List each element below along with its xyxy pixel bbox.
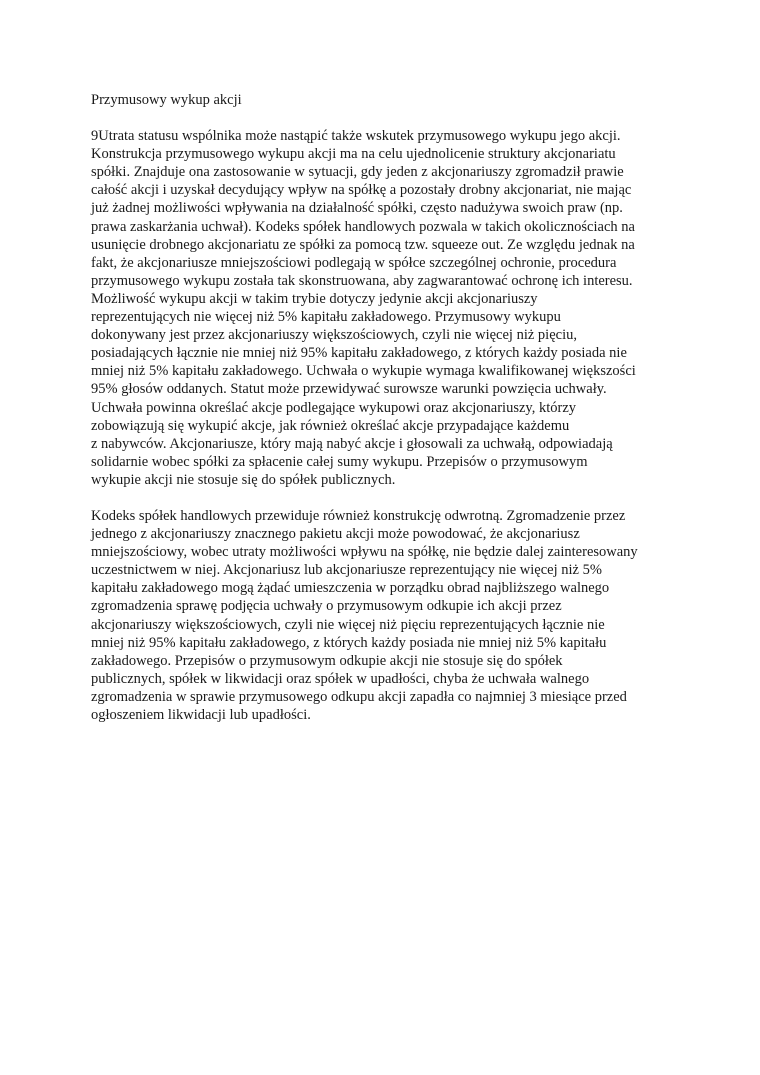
text-line: kapitału zakładowego mogą żądać umieszczenia w porządku obrad najbliższego walnego bbox=[91, 580, 610, 597]
document-title: Przymusowy wykup akcji bbox=[91, 92, 242, 108]
text-line: mniej niż 5% kapitału zakładowego. Uchwała o wykupie wymaga kwalifikowanej większości bbox=[91, 363, 636, 380]
text-line: zakładowego. Przepisów o przymusowym odkupie akcji nie stosuje się do spółek bbox=[91, 652, 563, 669]
text-line: już żadnej możliwości wpływania na działalność spółki, często nadużywa swoich praw (np. bbox=[91, 200, 623, 217]
text-line: mniej niż 95% kapitału zakładowego, z których każdy posiada nie mniej niż 5% kapitału bbox=[91, 634, 607, 651]
text-line: fakt, że akcjonariusze mniejszościowi podlegają w spółce szczególnej ochronie, procedura bbox=[91, 254, 617, 271]
text-line: Możliwość wykupu akcji w takim trybie dotyczy jedynie akcji akcjonariuszy bbox=[91, 290, 538, 307]
paragraph-2 bbox=[91, 507, 671, 724]
text-line: całość akcji i uzyskał decydujący wpływ na spółkę a pozostały drobny akcjonariat, nie mając bbox=[91, 182, 632, 199]
text-line: posiadających łącznie nie mniej niż 95% kapitału zakładowego, z których każdy posiada nie bbox=[91, 345, 627, 362]
text-line: 95% głosów oddanych. Statut może przewidywać surowsze warunki powzięcia uchwały. bbox=[91, 381, 607, 398]
text-line: jednego z akcjonariuszy znacznego pakietu akcji może powodować, że akcjonariusz bbox=[91, 526, 580, 543]
text-line: dokonywany jest przez akcjonariuszy większościowych, czyli nie więcej niż pięciu, bbox=[91, 327, 577, 344]
text-line: 9Utrata statusu wspólnika może nastąpić także wskutek przymusowego wykupu jego akcji. bbox=[91, 128, 621, 145]
document-body bbox=[91, 91, 671, 742]
text-line: wykupie akcji nie stosuje się do spółek publicznych. bbox=[91, 471, 396, 488]
text-line: przymusowego wykupu została tak skonstruowana, aby zagwarantować ochronę ich interesu. bbox=[91, 272, 633, 289]
text-line: Uchwała powinna określać akcje podlegające wykupowi oraz akcjonariuszy, którzy bbox=[91, 399, 577, 416]
text-line: solidarnie wobec spółki za spłacenie całej sumy wykupu. Przepisów o przymusowym bbox=[91, 453, 588, 470]
text-line: zobowiązują się wykupić akcje, jak również określać akcje przypadające każdemu bbox=[91, 417, 570, 434]
text-line: mniejszościowy, wobec utraty możliwości wpływu na spółkę, nie będzie dalej zainteresowany bbox=[91, 544, 638, 561]
text-line: usunięcie drobnego akcjonariatu ze spółki za pomocą tzw. squeeze out. Ze względu jednak na bbox=[91, 236, 635, 253]
text-line: zgromadzenia w sprawie przymusowego odkupu akcji zapadła co najmniej 3 miesiące przed bbox=[91, 688, 627, 705]
text-line: Konstrukcja przymusowego wykupu akcji ma na celu ujednolicenie struktury akcjonariatu bbox=[91, 146, 616, 163]
text-line: akcjonariuszy większościowych, czyli nie więcej niż pięciu reprezentujących łącznie nie bbox=[91, 616, 605, 633]
text-line: ogłoszeniem likwidacji lub upadłości. bbox=[91, 707, 311, 723]
text-line: spółki. Znajduje ona zastosowanie w sytuacji, gdy jeden z akcjonariuszy zgromadził prawie bbox=[91, 164, 624, 181]
text-line: prawa zaskarżania uchwał). Kodeks spółek handlowych pozwala w takich okolicznościach na bbox=[91, 218, 635, 235]
text-line: publicznych, spółek w likwidacji oraz spółek w upadłości, chyba że uchwała walnego bbox=[91, 670, 590, 687]
text-line: reprezentujących nie więcej niż 5% kapitału zakładowego. Przymusowy wykupu bbox=[91, 309, 561, 326]
text-line: zgromadzenia sprawę podjęcia uchwały o przymusowym odkupie ich akcji przez bbox=[91, 598, 562, 615]
text-line: z nabywców. Akcjonariusze, który mają nabyć akcje i głosowali za uchwałą, odpowiadają bbox=[91, 435, 613, 452]
paragraph-1 bbox=[91, 127, 671, 489]
text-line: Kodeks spółek handlowych przewiduje również konstrukcję odwrotną. Zgromadzenie przez bbox=[91, 507, 626, 524]
text-line: uczestnictwem w niej. Akcjonariusz lub akcjonariusze reprezentujący nie więcej niż 5% bbox=[91, 562, 602, 579]
